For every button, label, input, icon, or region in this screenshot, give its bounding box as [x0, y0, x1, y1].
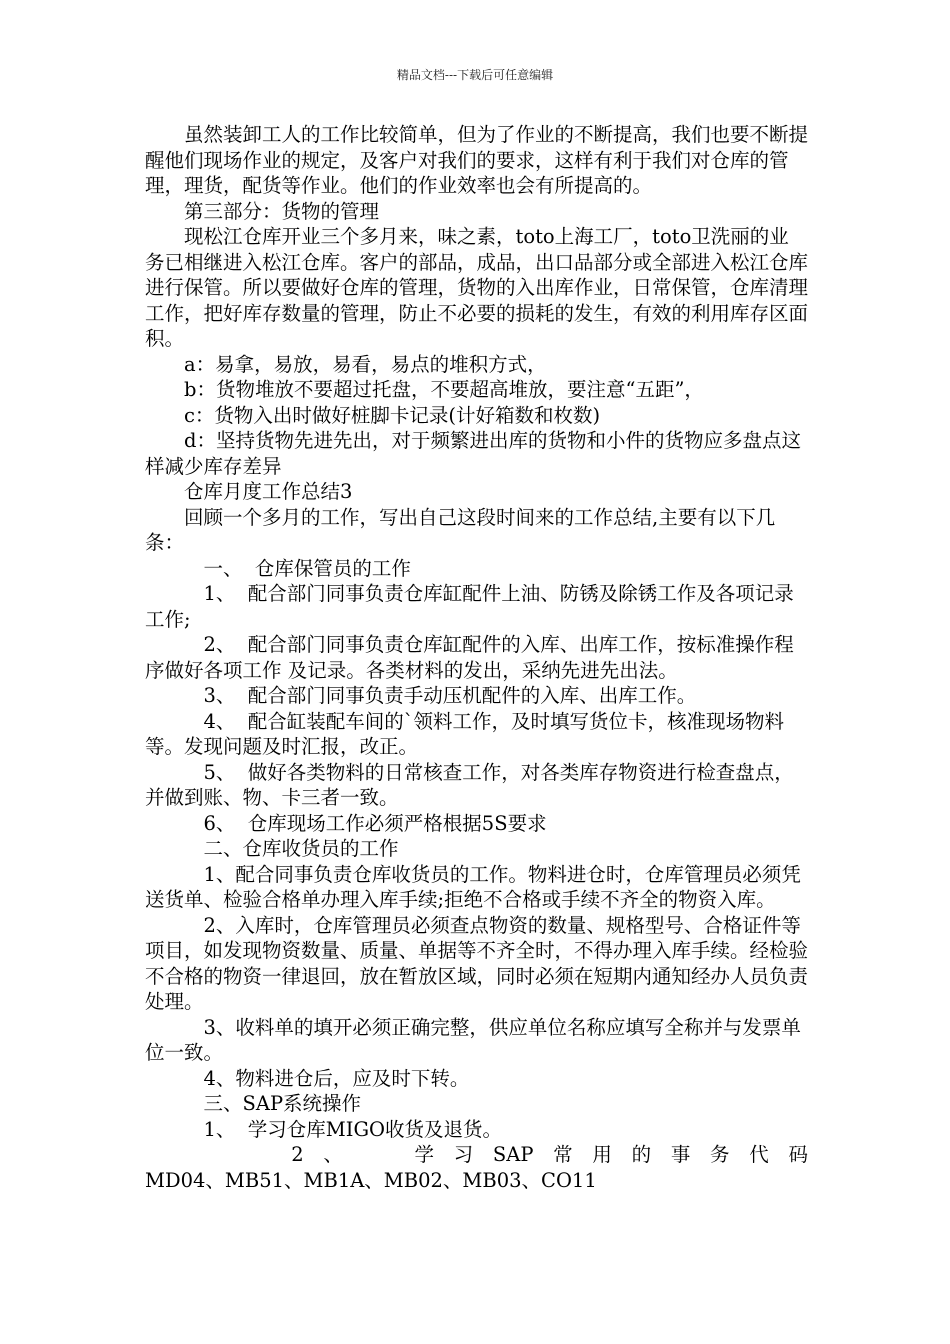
list-item: 3、收料单的填开必须正确完整，供应单位名称应填写全称并与发票单位一致。 [145, 1015, 801, 1064]
list-item: 5、 做好各类物料的日常核查工作，对各类库存物资进行检查盘点，并做到账、物、卡三者一致。 [145, 760, 794, 809]
list-item: 4、物料进仓后，应及时下转。 [203, 1066, 470, 1090]
section-heading: 三、SAP系统操作 [203, 1092, 362, 1115]
list-item: 4、 配合缸装配车间的`领料工作，及时填写货位卡，核准现场物料等。发现问题及时汇报，改正。 [145, 709, 785, 758]
paragraph: 现松江仓库开业三个多月来，味之素，toto上海工厂，toto卫洗丽的业务已相继进入松江仓库。客户的部品，成品，出口品部分或全部进入松江仓库进行保管。所以要做好仓库的管理，货物的入出库作业，日常保管，仓库清理工作，把好库存数量的管理，防止不必要的损耗的发生，有效的利用库存区面积。 [145, 225, 809, 350]
list-item: 1、 学习仓库MIGO收货及退货。 [203, 1117, 503, 1141]
section-heading: 第三部分：货物的管理 [184, 199, 380, 223]
transaction-codes: MD04、MB51、MB1A、MB02、MB03、CO11 [145, 1168, 597, 1192]
section-heading: 二、仓库收货员的工作 [203, 837, 399, 860]
paragraph: 虽然装卸工人的工作比较简单，但为了作业的不断提高，我们也要不断提醒他们现场作业的规定，及客户对我们的要求，这样有利于我们对仓库的管理，理货，配货等作业。他们的作业效率也会有所提高的。 [145, 123, 809, 197]
section-heading: 仓库月度工作总结3 [184, 480, 353, 503]
list-item: 2、 配合部门同事负责仓库缸配件的入库、出库工作，按标准操作程序做好各项工作 及记录。各类材料的发出，采纳先进先出法。 [145, 633, 794, 682]
paragraph: 回顾一个多月的工作，写出自己这段时间来的工作总结,主要有以下几条： [145, 505, 776, 554]
list-item: d：坚持货物先进先出，对于频繁进出库的货物和小件的货物应多盘点这样减少库存差异 [145, 429, 801, 478]
list-item: 3、 配合部门同事负责手动压机配件的入库、出库工作。 [203, 684, 697, 707]
list-item: 2、入库时，仓库管理员必须查点物资的数量、规格型号、合格证件等项目，如发现物资数量、质量、单据等不齐全时，不得办理入库手续。经检验不合格的物资一律退回，放在暂放区域，同时必须在短期内通知经办人员负责处理。 [145, 913, 809, 1013]
list-item: 2、 学习SAP常用的事务代码 [291, 1143, 808, 1166]
list-item: a：易拿，易放，易看，易点的堆积方式， [184, 352, 547, 376]
list-item: c：货物入出时做好桩脚卡记录(计好箱数和枚数) [184, 403, 601, 427]
list-item: 1、配合同事负责仓库收货员的工作。物料进仓时，仓库管理员必须凭送货单、检验合格单办理入库手续;拒绝不合格或手续不齐全的物资入库。 [145, 862, 801, 911]
section-heading: 一、 仓库保管员的工作 [203, 556, 411, 580]
list-item: 1、 配合部门同事负责仓库缸配件上油、防锈及除锈工作及各项记录工作; [145, 582, 794, 631]
document-body [145, 122, 808, 1193]
list-item: 6、 仓库现场工作必须严格根据5S要求 [203, 811, 547, 835]
list-item: b：货物堆放不要超过托盘，不要超高堆放，要注意“五距”， [184, 378, 704, 401]
page-header: 精品文档---下载后可任意编辑 [396, 68, 554, 82]
